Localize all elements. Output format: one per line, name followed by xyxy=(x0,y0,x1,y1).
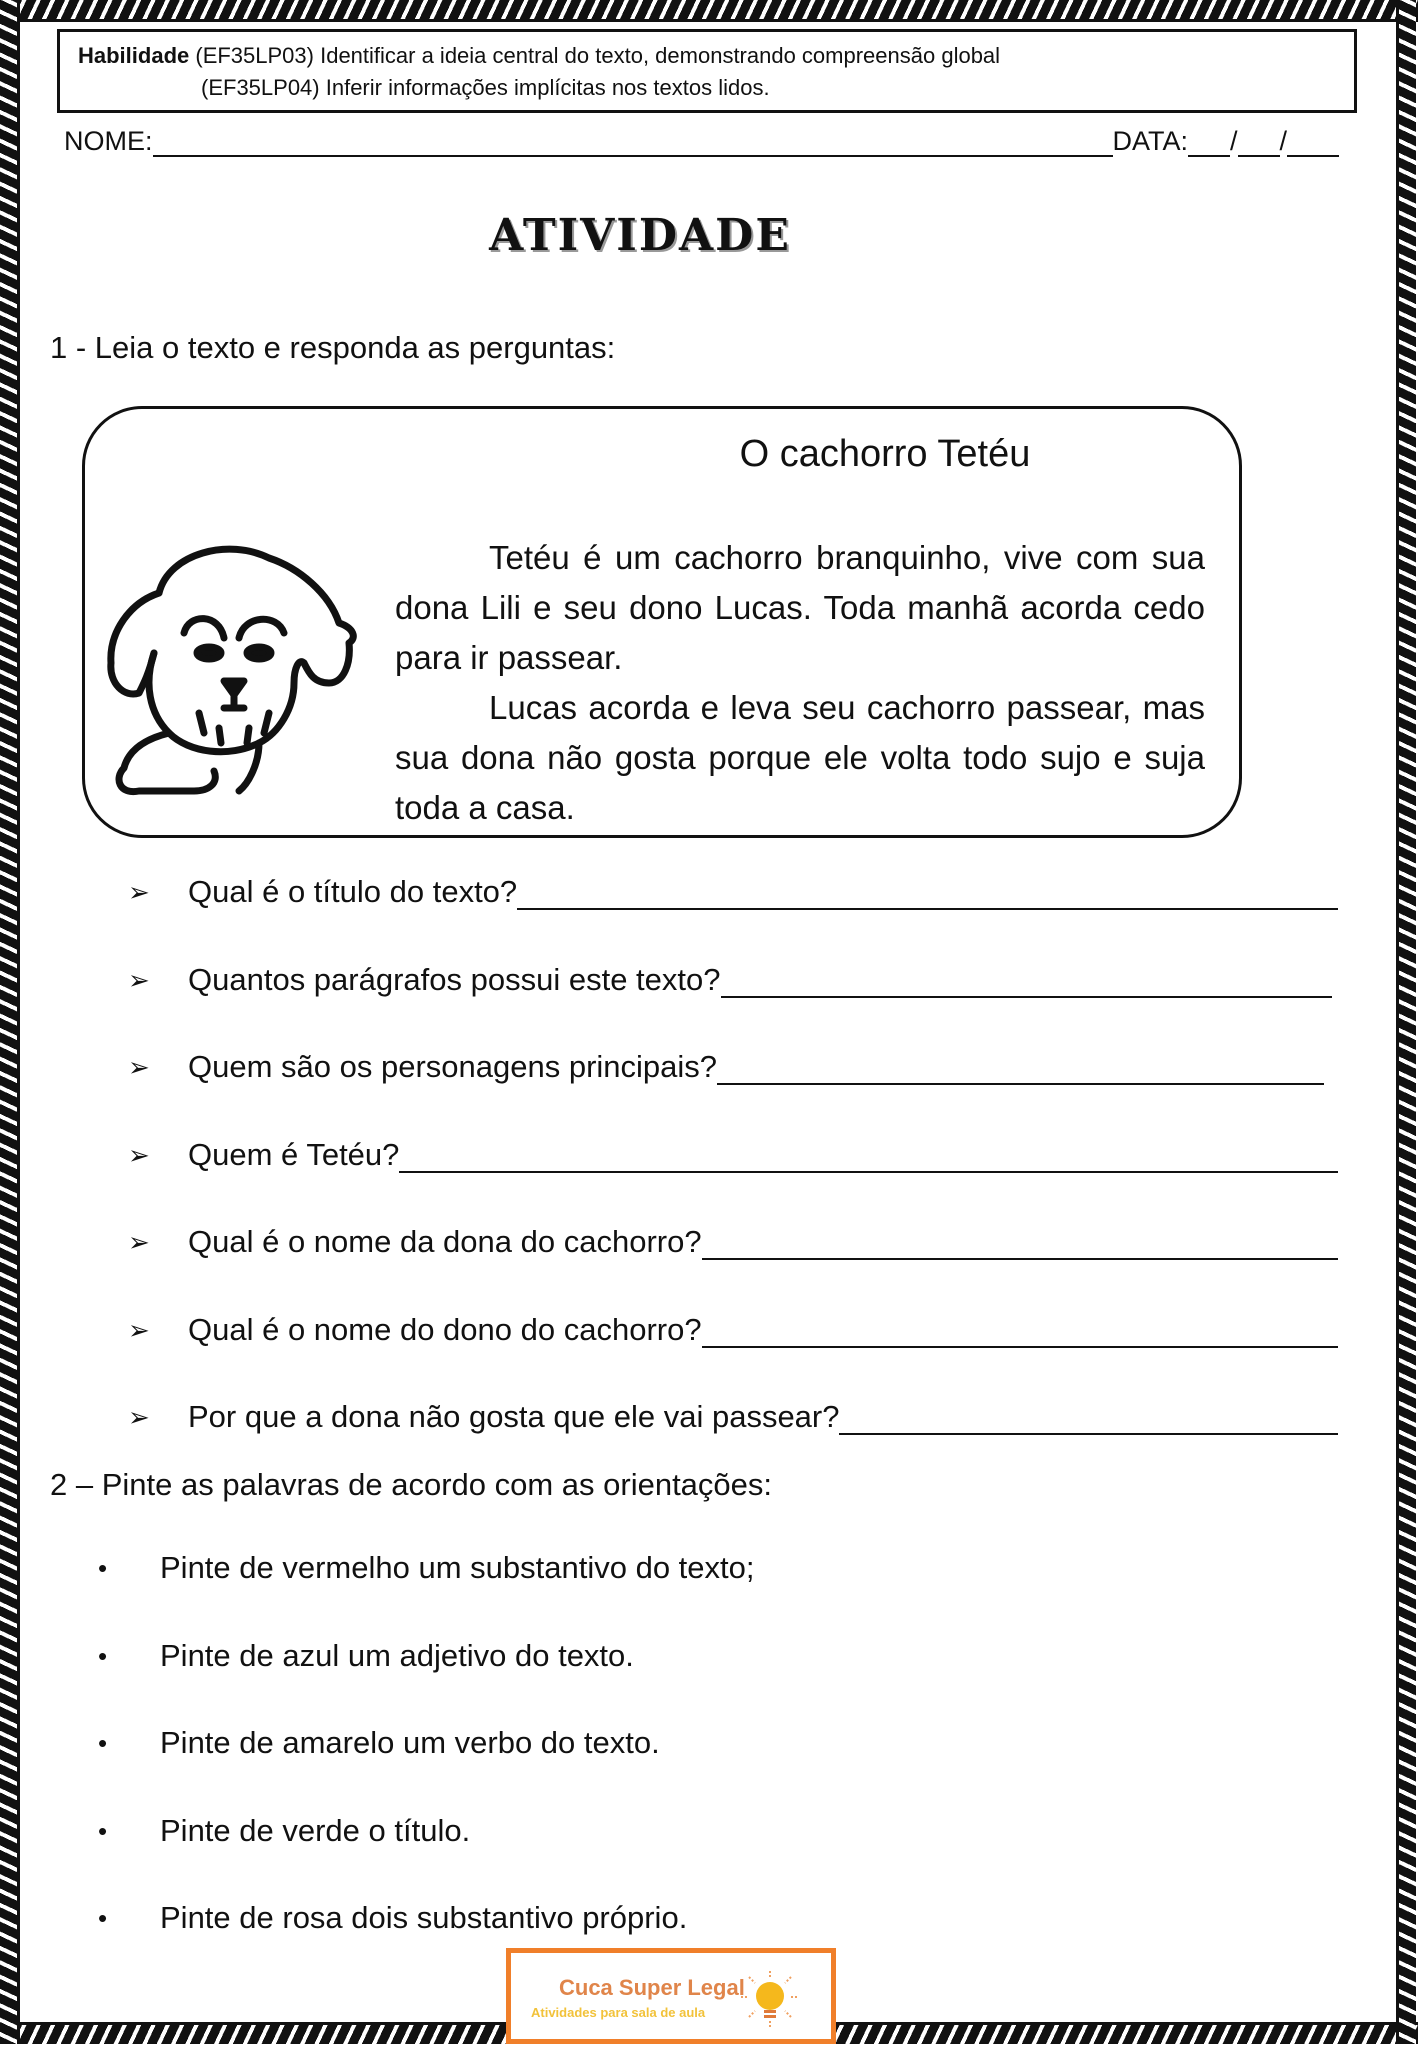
question-item xyxy=(128,872,1338,960)
nome-label: NOME: xyxy=(64,126,153,156)
name-date-row xyxy=(64,126,1394,157)
coloring-list xyxy=(98,1548,755,1986)
bullet-icon: • xyxy=(98,1903,108,1933)
page-title: ATIVIDADE xyxy=(489,210,791,261)
habilidade-text-1: (EF35LP03) Identificar a ideia central do texto, demonstrando compreensão global xyxy=(189,43,1001,68)
section2-instruction: 2 – Pinte as palavras de acordo com as orientações: xyxy=(50,1467,773,1502)
story-box xyxy=(82,406,1242,838)
question-list xyxy=(128,872,1338,1485)
date-separator: / xyxy=(1230,126,1238,156)
story-text xyxy=(395,533,1205,833)
section1-instruction: 1 - Leia o texto e responda as perguntas: xyxy=(50,330,616,365)
coloring-text: Pinte de amarelo um verbo do texto. xyxy=(160,1725,660,1760)
answer-line[interactable] xyxy=(517,872,1338,910)
answer-line[interactable] xyxy=(702,1310,1338,1348)
arrowhead-icon: ➢ xyxy=(128,877,150,907)
story-paragraph: Tetéu é um cachorro branquinho, vive com sua dona Lili e seu dono Lucas. Toda manhã acorda cedo para ir passear. xyxy=(395,539,1205,676)
coloring-text: Pinte de verde o título. xyxy=(160,1812,471,1848)
question-text: Qual é o nome do dono do cachorro? xyxy=(188,1311,702,1347)
arrowhead-icon: ➢ xyxy=(128,1314,150,1345)
coloring-text: Pinte de rosa dois substantivo próprio. xyxy=(160,1900,688,1935)
habilidade-box xyxy=(57,29,1357,113)
arrowhead-icon: ➢ xyxy=(128,1227,150,1257)
date-month-field[interactable] xyxy=(1238,129,1280,157)
answer-line[interactable] xyxy=(839,1397,1338,1435)
question-item xyxy=(128,1222,1338,1310)
data-label: DATA: xyxy=(1112,126,1189,156)
coloring-item xyxy=(98,1548,755,1636)
question-text: Por que a dona não gosta que ele vai passear? xyxy=(188,1399,840,1434)
arrowhead-icon: ➢ xyxy=(128,1052,150,1082)
question-text: Qual é o título do texto? xyxy=(188,874,518,909)
answer-line[interactable] xyxy=(702,1222,1338,1260)
coloring-item xyxy=(98,1811,755,1899)
bullet-icon: • xyxy=(98,1815,108,1846)
question-item xyxy=(128,1135,1338,1223)
question-item xyxy=(128,1310,1338,1398)
date-day-field[interactable] xyxy=(1188,129,1230,157)
logo-name: Cuca Super Legal xyxy=(559,1975,745,2000)
date-separator: / xyxy=(1279,126,1288,156)
nome-field[interactable] xyxy=(153,129,1113,157)
question-text: Quantos parágrafos possui este texto? xyxy=(188,961,721,997)
question-item xyxy=(128,1047,1338,1135)
coloring-item xyxy=(98,1636,755,1724)
habilidade-line-1 xyxy=(78,40,1354,72)
coloring-text: Pinte de vermelho um substantivo do texto; xyxy=(160,1550,755,1585)
arrowhead-icon: ➢ xyxy=(128,1402,150,1432)
rope-border-right xyxy=(1396,0,1416,2044)
coloring-item xyxy=(98,1723,755,1811)
bullet-icon: • xyxy=(98,1553,108,1583)
story-paragraph: Lucas acorda e leva seu cachorro passear, mas sua dona não gosta porque ele volta todo sujo e suja toda a casa. xyxy=(395,689,1205,826)
dog-illustration xyxy=(99,533,369,803)
habilidade-label: Habilidade xyxy=(78,43,190,68)
bullet-icon: • xyxy=(98,1640,108,1671)
rope-border-left xyxy=(0,0,20,2044)
lightbulb-icon xyxy=(739,1969,801,2031)
coloring-text: Pinte de azul um adjetivo do texto. xyxy=(160,1637,634,1673)
answer-line[interactable] xyxy=(717,1047,1324,1085)
question-text: Qual é o nome da dona do cachorro? xyxy=(188,1224,702,1259)
brand-logo xyxy=(506,1948,836,2044)
story-title: O cachorro Tetéu xyxy=(739,433,1031,475)
date-year-field[interactable] xyxy=(1287,129,1339,157)
question-text: Quem são os personagens principais? xyxy=(188,1049,718,1084)
logo-tagline: Atividades para sala de aula xyxy=(531,2005,706,2020)
bullet-icon: • xyxy=(98,1728,108,1758)
answer-line[interactable] xyxy=(721,960,1333,998)
arrowhead-icon: ➢ xyxy=(128,1139,150,1170)
rope-border-top xyxy=(0,0,1418,22)
arrowhead-icon: ➢ xyxy=(128,964,150,995)
answer-line[interactable] xyxy=(399,1135,1338,1173)
question-text: Quem é Tetéu? xyxy=(188,1136,400,1172)
habilidade-line-2: (EF35LP04) Inferir informações implícitas nos textos lidos. xyxy=(201,75,770,100)
question-item xyxy=(128,960,1338,1048)
